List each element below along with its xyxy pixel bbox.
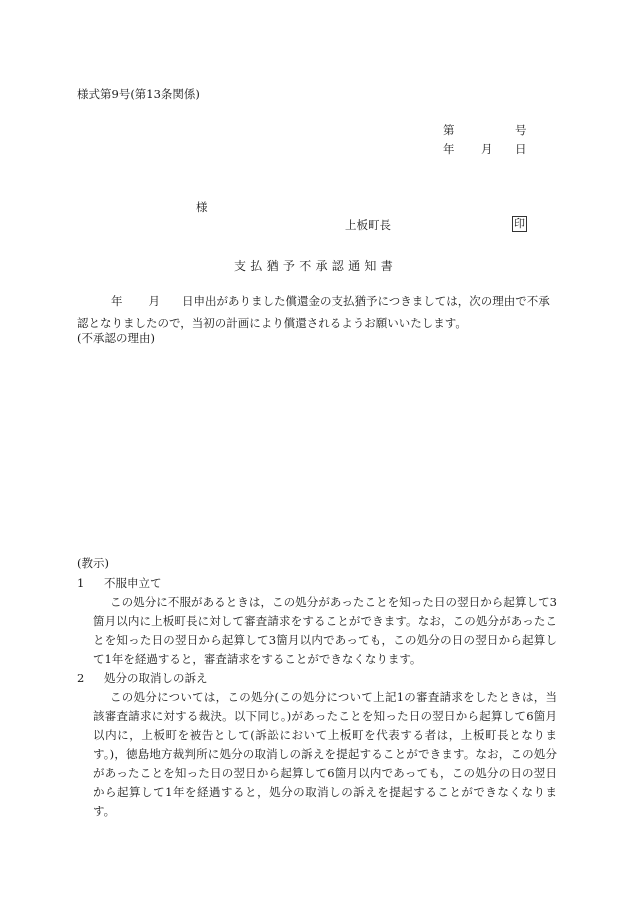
document-number-suffix: 号 — [515, 123, 527, 137]
instruction-heading-text-1: 不服申立て — [104, 576, 162, 590]
seal-mark: 印 — [514, 217, 525, 230]
body-year: 年 — [111, 294, 123, 308]
issuer-name: 上板町長 — [345, 218, 391, 232]
body-text: 日申出がありました償還金の支払猶予につきましては，次の理由で不承認となりましたので，当初の計画により償還されるようお願いいたします。 — [77, 294, 550, 330]
form-number: 様式第9号(第13条関係) — [77, 87, 200, 101]
instruction-section-2 — [77, 669, 557, 821]
body-paragraph — [77, 290, 557, 334]
instruction-section-1 — [77, 574, 557, 669]
instruction-number-2: 2 — [77, 671, 85, 685]
document-title: 支払猶予不承認通知書 — [234, 259, 398, 273]
instruction-text-2: この処分については，この処分(この処分について上記1の審査請求をしたときは，当該審査請求に対する裁決。以下同じ。)があったことを知った日の翌日から起算して6箇月以内に，上板町を被告として(訴訟において上板町を代表する者は，上板町長となります。)，徳島地方裁判所に処分の取消しの訴えを提起することができます。なお，この処分があったことを知った日の翌日から起算して6箇月以内であっても，この処分の日の翌日から起算して1年を経過すると，処分の取消しの訴えを提起することができなくなります。 — [93, 690, 557, 818]
reason-label: (不承認の理由) — [77, 331, 155, 345]
date-month: 月 — [481, 142, 493, 156]
date-year: 年 — [443, 142, 455, 156]
addressee-honorific: 様 — [196, 200, 208, 214]
body-month: 月 — [148, 294, 160, 308]
instruction-heading-text-2: 処分の取消しの訴え — [104, 671, 208, 685]
document-number-label: 第 — [443, 123, 455, 137]
instruction-heading-1 — [77, 574, 557, 593]
instruction-number-1: 1 — [77, 576, 85, 590]
date-day: 日 — [515, 142, 527, 156]
instruction-heading-2 — [77, 669, 557, 688]
instruction-text-1: この処分に不服があるときは，この処分があったことを知った日の翌日から起算して3箇月以内に上板町長に対して審査請求をすることができます。なお，この処分があったことを知った日の翌日から起算して3箇月以内であっても，この処分の日の翌日から起算して1年を経過すると，審査請求をすることができなくなります。 — [93, 595, 557, 666]
instruction-label: (教示) — [77, 556, 109, 570]
